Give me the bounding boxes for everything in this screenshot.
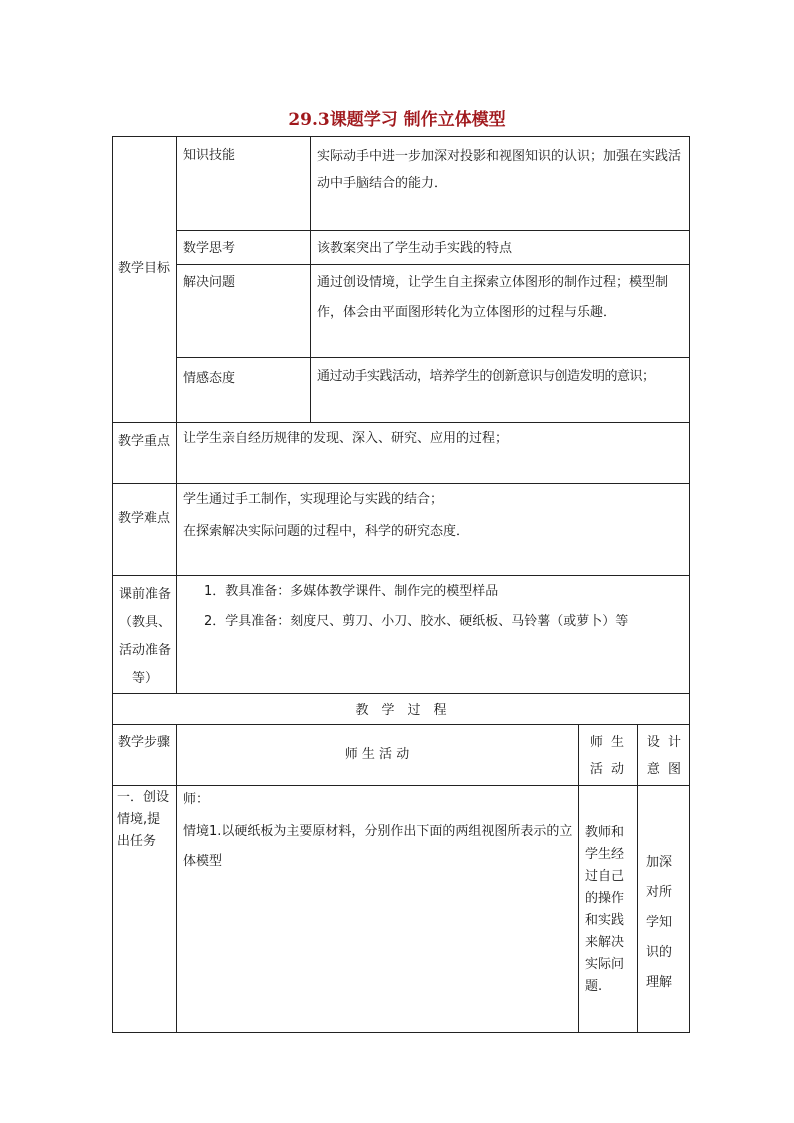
- col-divider: [637, 724, 638, 1033]
- row-divider: [112, 575, 690, 576]
- col-divider: [176, 136, 177, 694]
- row-divider: [176, 230, 690, 231]
- row-divider: [112, 724, 690, 725]
- goal-name: 知识技能: [183, 148, 236, 163]
- activity-line: 师：: [183, 792, 210, 807]
- goal-content: 通过动手实践活动，培养学生的创新意识与创造发明的意识；: [317, 369, 655, 384]
- difficulty-line: 学生通过手工制作，实现理论与实践的结合；: [183, 492, 444, 507]
- key-points-content: 让学生亲自经历规律的发现、深入、研究、应用的过程；: [183, 431, 509, 446]
- difficulties-label: 教学难点: [117, 511, 170, 526]
- col-divider: [310, 136, 311, 423]
- goal-content: 实际动手中进一步加深对投影和视图知识的认识；加强在实践活动中手脑结合的能力．: [317, 149, 682, 191]
- difficulty-line: 在探索解决实际问题的过程中，科学的研究态度．: [183, 524, 470, 539]
- table-border-top: [112, 136, 690, 137]
- key-points-label: 教学重点: [117, 434, 170, 449]
- row-divider: [176, 264, 690, 265]
- row-divider: [112, 422, 690, 423]
- goal-content: 该教案突出了学生动手实践的特点: [317, 241, 513, 256]
- preparation-item: 2．学具准备：刻度尺、剪刀、小刀、胶水、硬纸板、马铃薯（或萝卜）等: [204, 614, 629, 629]
- step-header: 教学步骤: [117, 735, 170, 750]
- table-border-right: [689, 136, 690, 1033]
- table-border-bottom: [112, 1032, 690, 1033]
- goal-name: 情感态度: [183, 371, 236, 386]
- row-divider: [112, 483, 690, 484]
- design-cell: 加深对所学知识的理解: [646, 855, 673, 990]
- step-cell: 一．创设情境,提出任务: [117, 790, 170, 849]
- role-header: 师 生活 动: [589, 735, 627, 777]
- col-divider: [578, 724, 579, 1033]
- role-cell: 教师和学生经过自己的操作和实践来解决实际问题.: [585, 825, 625, 994]
- goal-content: 通过创设情境，让学生自主探索立体图形的制作过程；模型制作，体会由平面图形转化为立体图形的过程与乐趣．: [317, 275, 669, 320]
- table-border-left: [112, 136, 113, 1033]
- goals-label: 教学目标: [117, 261, 170, 276]
- row-divider: [112, 693, 690, 694]
- row-divider: [176, 357, 690, 358]
- process-heading: 教 学 过 程: [355, 703, 447, 718]
- col-divider: [176, 724, 177, 1033]
- row-divider: [112, 785, 690, 786]
- preparation-label: 课前准备（教具、活动准备等）: [118, 587, 171, 686]
- activity-line: 情境1.以硬纸板为主要原材料，分别作出下面的两组视图所表示的立体模型: [183, 824, 573, 869]
- activity-header: 师 生 活 动: [344, 747, 410, 762]
- preparation-item: 1．教具准备：多媒体教学课件、制作完的模型样品: [204, 584, 499, 599]
- goal-name: 数学思考: [183, 241, 236, 256]
- goal-name: 解决问题: [183, 275, 236, 290]
- page-title: 29.3课题学习 制作立体模型: [288, 110, 506, 130]
- design-header: 设 计意 图: [646, 735, 684, 777]
